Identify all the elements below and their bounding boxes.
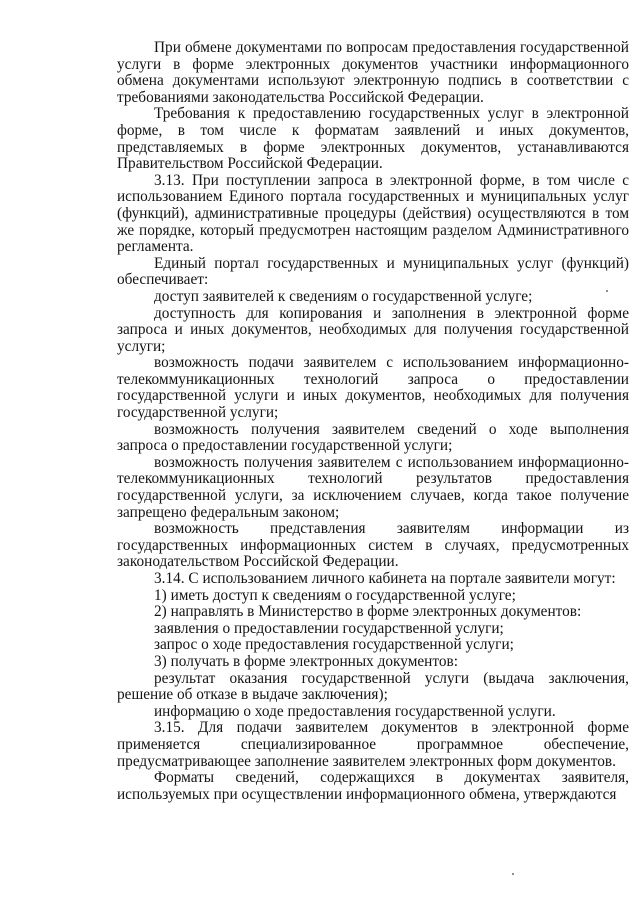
paragraph-portal-provides: Единый портал государственных и муниципальных услуг (функций) обеспечивает: bbox=[117, 254, 629, 289]
list-item-submit-request: возможность подачи заявителем с использованием информационно-телекоммуникационных технологий запроса о предоставлении государственной услуги и иных документов, необходимых для получения государственной услуги; bbox=[117, 354, 629, 422]
paragraph-format-requirements: Требования к предоставлению государственных услуг в электронной форме, в том числе к форматам заявлений и иных документов, представляемых в форме электронных документов, устанавливаются Правительством Российской Федерации. bbox=[117, 105, 629, 173]
list-item-result: результат оказания государственной услуги (выдача заключения, решение об отказе в выдаче заключения); bbox=[117, 669, 629, 704]
list-item-3: 3) получать в форме электронных документов: bbox=[154, 652, 458, 670]
paragraph-3-15: 3.15. Для подачи заявителем документов в электронной форме применяется специализированное программное обеспечение, предусматривающее заполнение заявителем электронных форм документов. bbox=[117, 719, 629, 770]
paragraph-3-13: 3.13. При поступлении запроса в электронной форме, в том числе с использованием Единого портала государственных и муниципальных услуг (функций), административные процедуры (действия) осуществляются в том же порядке, который предусмотрен настоящим разделом Административного регламента. bbox=[117, 171, 629, 256]
list-item-request-status: возможность получения заявителем сведений о ходе выполнения запроса о предоставлении государственной услуги; bbox=[117, 420, 629, 455]
list-item-applications: заявления о предоставлении государственной услуги; bbox=[154, 619, 504, 637]
paragraph-signature-requirement: При обмене документами по вопросам предоставления государственной услуги в форме электронных документов участники информационного обмена документами используют электронную подпись в соответствии с требованиями законодательства Российской Федерации. bbox=[117, 39, 629, 106]
scan-speck bbox=[606, 290, 608, 292]
list-item-status-request: запрос о ходе предоставления государственной услуги; bbox=[154, 636, 514, 654]
paragraph-formats: Форматы сведений, содержащихся в документах заявителя, используемых при осуществлении информационного обмена, утверждаются bbox=[117, 769, 629, 803]
list-item-info-from-systems: возможность представления заявителям информации из государственных информационных систем в случаях, предусмотренных законодательством Российской Федерации. bbox=[117, 520, 629, 571]
list-item-1: 1) иметь доступ к сведениям о государственной услуге; bbox=[154, 586, 516, 604]
list-item-copy-fill-forms: доступность для копирования и заполнения в электронной форме запроса и иных документов, необходимых для получения государственной услуги; bbox=[117, 304, 629, 355]
list-item-progress-info: информацию о ходе предоставления государственной услуги. bbox=[154, 702, 556, 720]
paragraph-3-14: 3.14. С использованием личного кабинета на портале заявители могут: bbox=[154, 570, 616, 587]
document-body bbox=[117, 40, 629, 803]
list-item-access-info: доступ заявителей к сведениям о государственной услуге; bbox=[154, 287, 533, 305]
list-item-receive-results: возможность получения заявителем с использованием информационно-телекоммуникационных технологий результатов предоставления государственной услуги, за исключением случаев, когда такое получение запрещено федеральным законом; bbox=[117, 453, 629, 521]
scan-speck bbox=[512, 873, 514, 875]
list-item-2: 2) направлять в Министерство в форме электронных документов: bbox=[154, 603, 582, 621]
